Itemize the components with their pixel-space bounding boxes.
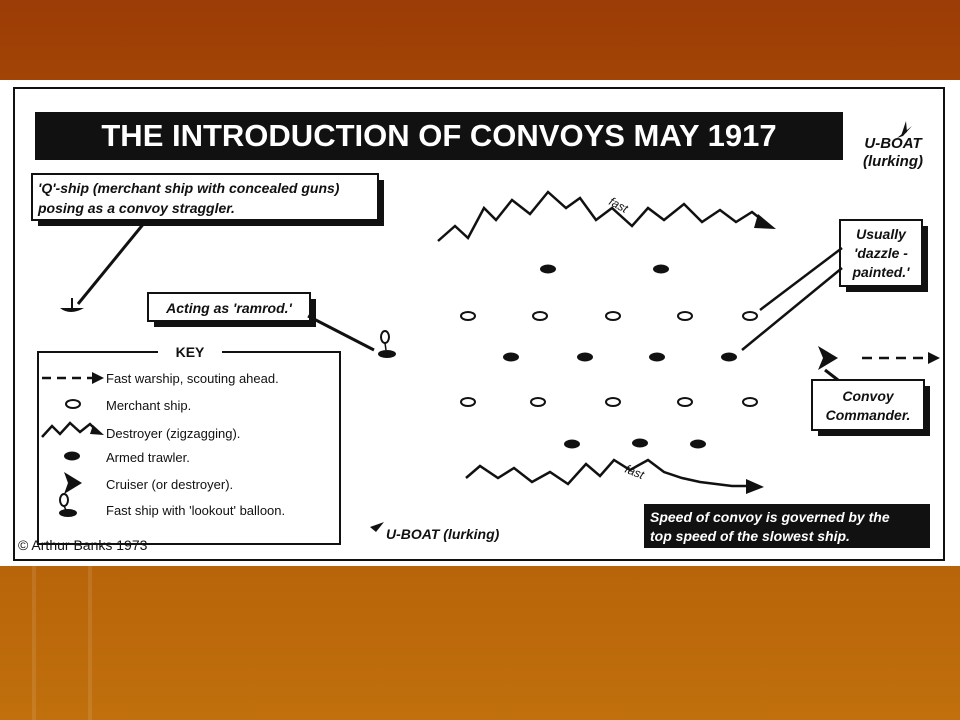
key-label-destroyer: Destroyer (zigzagging).	[106, 426, 241, 441]
merchant-ship	[533, 312, 547, 320]
merchant-ship	[461, 398, 475, 406]
armed-trawler	[564, 440, 580, 449]
key-label-cruiser: Cruiser (or destroyer).	[106, 477, 234, 492]
dazzle-pointer-2	[742, 268, 842, 350]
diagram-panel	[0, 80, 960, 566]
title-text: THE INTRODUCTION OF CONVOYS MAY 1917	[101, 118, 777, 153]
balloon-ship-ramrod-icon	[378, 331, 396, 358]
armed-trawler	[653, 265, 669, 274]
merchant-ship	[606, 312, 620, 320]
qship-pointer	[78, 222, 145, 304]
armed-trawler	[540, 265, 556, 274]
merchant-ship	[678, 398, 692, 406]
merchant-ship	[678, 312, 692, 320]
balloon-ship-icon	[59, 494, 77, 517]
uboat-top-label: U-BOAT	[864, 135, 922, 152]
commander-text-line2: Commander.	[825, 407, 911, 423]
fast-label-top: fast	[606, 194, 631, 216]
key-label-fast-warship: Fast warship, scouting ahead.	[106, 371, 279, 386]
decorative-stripe	[88, 566, 92, 720]
uboat-bottom-icon	[364, 522, 384, 534]
copyright-text: © Arthur Banks 1973	[18, 537, 148, 553]
armed-trawler	[649, 353, 665, 362]
scout-arrowhead	[928, 352, 940, 364]
dazzle-text-line1: Usually	[856, 226, 906, 242]
armed-trawler	[577, 353, 593, 362]
qship-text-line2: posing as a convoy straggler.	[38, 200, 235, 216]
cruiser-icon	[64, 472, 82, 494]
dashed-arrow-icon	[42, 372, 104, 384]
destroyer-zigzag-top	[438, 192, 762, 241]
speed-note-line1: Speed of convoy is governed by the	[650, 509, 890, 525]
destroyer-zigzag-bottom	[466, 460, 748, 486]
merchant-ship	[531, 398, 545, 406]
speed-note-line2: top speed of the slowest ship.	[650, 528, 850, 544]
armed-trawler	[632, 439, 648, 448]
ramrod-text: Acting as 'ramrod.'	[166, 300, 292, 316]
convoy-diagram	[0, 80, 960, 566]
armed-trawler-icon	[64, 452, 80, 461]
merchant-ship	[743, 398, 757, 406]
dazzle-text-line3: painted.'	[852, 264, 910, 280]
merchant-ship-icon	[66, 400, 80, 408]
key-label-merchant-ship: Merchant ship.	[106, 398, 192, 413]
fast-label-bottom: fast	[622, 461, 647, 483]
key-label-armed-trawler: Armed trawler.	[106, 450, 190, 465]
convoy-formation	[461, 265, 757, 449]
key-label-balloon-ship: Fast ship with 'lookout' balloon.	[106, 503, 286, 518]
uboat-top-lurking: (lurking)	[863, 153, 923, 170]
slide-bottom-bar	[0, 566, 960, 720]
cruiser-commander-icon	[818, 346, 838, 370]
merchant-ship	[606, 398, 620, 406]
qship-text-line1: 'Q'-ship (merchant ship with concealed guns)	[38, 180, 340, 196]
ramrod-pointer	[308, 316, 374, 350]
decorative-stripe	[32, 566, 36, 720]
armed-trawler	[690, 440, 706, 449]
commander-text-line1: Convoy	[842, 388, 894, 404]
slide-top-bar	[0, 0, 960, 80]
zigzag-arrow-icon	[42, 423, 104, 437]
uboat-bottom-label: U-BOAT (lurking)	[386, 526, 500, 542]
armed-trawler	[721, 353, 737, 362]
commander-pointer	[825, 370, 838, 380]
destroyer-bottom-arrowhead	[746, 479, 764, 494]
dazzle-text-line2: 'dazzle -	[854, 245, 908, 261]
merchant-ship	[743, 312, 757, 320]
armed-trawler	[503, 353, 519, 362]
key-title: KEY	[175, 344, 205, 360]
merchant-ship	[461, 312, 475, 320]
